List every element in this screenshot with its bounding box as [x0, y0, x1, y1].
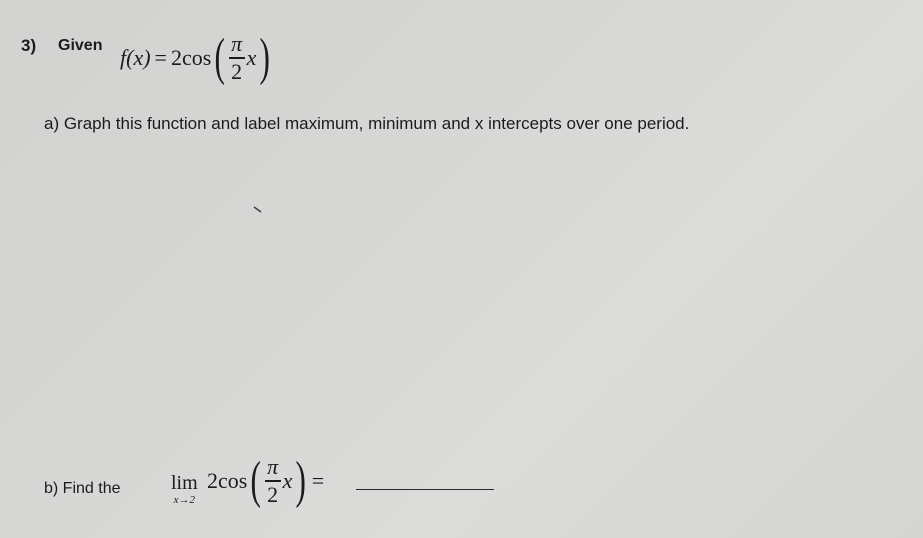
equals-sign: = — [154, 45, 167, 70]
variable: x — [246, 45, 257, 70]
limit-operator — [171, 473, 198, 506]
left-paren-b: ( — [250, 452, 262, 509]
fraction-b — [265, 456, 281, 506]
right-paren: ) — [259, 29, 271, 86]
function-name: cos — [181, 45, 212, 70]
given-label: Given — [58, 37, 103, 54]
function-lhs: f(x) — [120, 45, 151, 70]
fraction-denominator: 2 — [231, 58, 243, 84]
fraction-numerator: π — [231, 31, 243, 57]
fraction — [229, 33, 245, 83]
variable-b: x — [282, 468, 293, 493]
question-number: 3) — [21, 36, 37, 55]
part-b-label: b) Find the — [44, 480, 121, 497]
limit-expression — [207, 451, 324, 511]
answer-blank[interactable] — [356, 489, 494, 490]
coefficient: 2 — [170, 45, 182, 70]
function-definition — [120, 30, 274, 86]
right-paren-b: ) — [295, 452, 307, 509]
lim-subscript: x→2 — [173, 494, 196, 506]
coefficient-b: 2 — [207, 468, 218, 493]
function-name-b: cos — [218, 468, 248, 493]
equals-sign-b: = — [311, 468, 325, 493]
left-paren: ( — [214, 29, 226, 86]
part-a-text: a) Graph this function and label maximum, minimum and x intercepts over one period. — [44, 114, 690, 133]
fraction-numerator-b: π — [267, 454, 279, 480]
pen-mark — [253, 205, 265, 215]
fraction-denominator-b: 2 — [267, 481, 279, 507]
lim-word: lim — [171, 472, 198, 494]
